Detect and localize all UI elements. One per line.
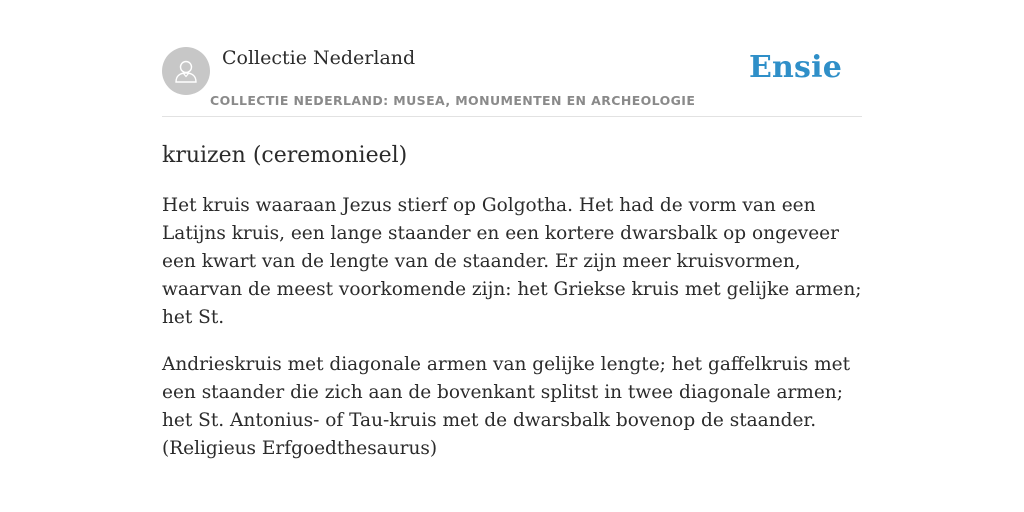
author-name[interactable]: Collectie Nederland bbox=[222, 47, 416, 69]
user-icon bbox=[172, 57, 200, 85]
entry-header bbox=[162, 40, 862, 117]
brand-logo[interactable]: Ensie bbox=[748, 50, 842, 85]
entry-paragraph-1: Het kruis waaraan Jezus stierf op Golgotha. Het had de vorm van een Latijns kruis, een lange staander en een kortere dwarsbalk op ongeveer een kwart van de lengte van de staander. Er zijn meer kruisvormen, waarvan de meest voorkomende zijn: het Griekse kruis met gelijke armen; het St. bbox=[162, 195, 862, 328]
entry-card bbox=[162, 40, 862, 463]
collection-name[interactable]: COLLECTIE NEDERLAND: MUSEA, MONUMENTEN EN ARCHEOLOGIE bbox=[210, 93, 696, 108]
entry-title: kruizen (ceremonieel) bbox=[162, 143, 408, 168]
avatar[interactable] bbox=[162, 47, 210, 95]
entry-paragraph-2: Andrieskruis met diagonale armen van gelijke lengte; het gaffelkruis met een staander die zich aan de bovenkant splitst in twee diagonale armen; het St. Antonius- of Tau-kruis met de dwarsbalk bovenop de staander. (Religieus Erfgoedthesaurus) bbox=[162, 354, 851, 459]
